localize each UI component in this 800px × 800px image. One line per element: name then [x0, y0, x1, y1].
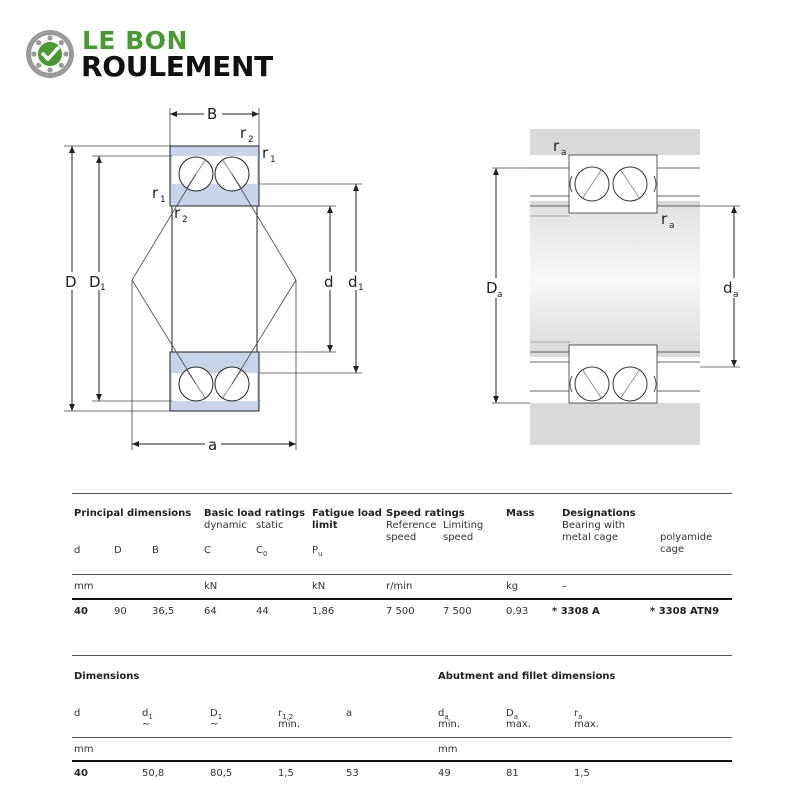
abutment-view [484, 129, 746, 445]
cell-ra: 1,5 [574, 768, 590, 779]
cell-desig-metal: * 3308 A [552, 606, 600, 617]
label-D1: D [89, 273, 101, 291]
label-r2-inner: r [174, 204, 181, 222]
label-d1: d [348, 273, 358, 291]
unit-mm-left: mm [74, 744, 94, 755]
note-ra: max. [574, 719, 599, 730]
sym-C0: $C_0$ [256, 545, 268, 558]
header-mass: Mass [506, 508, 535, 519]
label-Da: D [486, 279, 498, 297]
sym-D: D [114, 545, 122, 556]
label-r1-top-sub: 1 [270, 155, 276, 165]
sym-d: d [74, 708, 81, 719]
sub-polyamide-2: cage [660, 544, 685, 555]
header-fatigue-2: limit [312, 520, 338, 531]
cell-d1: 50,8 [142, 768, 165, 779]
unit-kg: kg [506, 581, 519, 592]
header-dimensions: Dimensions [74, 671, 140, 682]
cell-B: 36,5 [152, 606, 175, 617]
divider [72, 598, 732, 600]
sym-Pu: $P_u$ [312, 545, 323, 558]
sym-a: a [346, 708, 353, 719]
label-ra-side-sub: a [669, 221, 675, 231]
cell-r12: 1,5 [278, 768, 294, 779]
divider [72, 760, 732, 762]
sym-C: C [204, 545, 211, 556]
label-ra-top-sub: a [561, 148, 567, 158]
sub-static: static [256, 520, 284, 531]
label-ra-top: r [553, 137, 560, 155]
cell-Da: 81 [506, 768, 519, 779]
label-r2-inner-sub: 2 [182, 215, 188, 225]
note-d1: ~ [142, 719, 151, 730]
note-Da: max. [506, 719, 531, 730]
unit-kN-fatigue: kN [312, 581, 326, 592]
sub-limiting-1: Limiting [443, 520, 484, 531]
sub-bearing-2: metal cage [562, 532, 619, 543]
sym-d: d [74, 545, 81, 556]
sym-B: B [152, 545, 159, 556]
note-da: min. [438, 719, 461, 730]
brand-line-2: ROULEMENT [81, 50, 273, 83]
label-D: D [65, 273, 77, 291]
label-r2-top: r [240, 124, 247, 142]
sub-polyamide-1: polyamide [660, 532, 713, 543]
label-a: a [208, 436, 218, 454]
unit-mm: mm [74, 581, 94, 592]
unit-dash: – [562, 581, 567, 592]
sym-D1: $D_1$ [210, 708, 223, 721]
cell-D1: 80,5 [210, 768, 233, 779]
header-principal-dimensions: Principal dimensions [74, 508, 192, 519]
sub-reference-1: Reference [386, 520, 437, 531]
divider [72, 493, 732, 494]
unit-rmin: r/min [386, 581, 413, 592]
sub-dynamic: dynamic [204, 520, 247, 531]
label-da-sub: a [733, 290, 739, 300]
divider [72, 574, 732, 575]
brand-line-1: LE BON [82, 26, 188, 55]
label-D1-sub: 1 [100, 283, 106, 293]
header-designations: Designations [562, 508, 636, 519]
bearing-section-view [62, 104, 368, 454]
note-r12: min. [278, 719, 301, 730]
cell-lim-speed: 7 500 [443, 606, 472, 617]
cell-mass: 0,93 [506, 606, 529, 617]
cell-desig-poly: * 3308 ATN9 [650, 606, 720, 617]
cell-a: 53 [346, 768, 359, 779]
label-r2-top-sub: 2 [248, 135, 254, 145]
cell-da: 49 [438, 768, 451, 779]
header-fatigue-1: Fatigue load [312, 508, 382, 519]
label-r1-inner: r [152, 184, 159, 202]
label-Da-sub: a [497, 290, 503, 300]
unit-kN: kN [204, 581, 218, 592]
note-D1: ~ [210, 719, 219, 730]
label-ra-side: r [661, 210, 668, 228]
sub-bearing-1: Bearing with [562, 520, 626, 531]
header-basic-load: Basic load ratings [204, 508, 305, 519]
cell-d: 40 [74, 768, 88, 779]
sym-d1: $d_1$ [142, 708, 153, 721]
sym-r12: $r_{1,2}$ [278, 708, 294, 721]
sym-ra: $r_a$ [574, 708, 583, 721]
cell-Pu: 1,86 [312, 606, 335, 617]
label-r1-inner-sub: 1 [160, 195, 166, 205]
header-speed: Speed ratings [386, 508, 465, 519]
cell-d: 40 [74, 606, 88, 617]
label-B: B [207, 105, 218, 123]
cell-D: 90 [114, 606, 127, 617]
label-d: d [324, 273, 334, 291]
unit-mm-right: mm [438, 744, 458, 755]
sub-reference-2: speed [386, 532, 417, 543]
header-abutment: Abutment and fillet dimensions [438, 671, 616, 682]
sym-da: $d_a$ [438, 708, 449, 721]
sub-limiting-2: speed [443, 532, 474, 543]
label-da: d [723, 279, 733, 297]
divider [72, 655, 732, 656]
sym-Da: $D_a$ [506, 708, 518, 721]
cell-C: 64 [204, 606, 217, 617]
label-d1-sub: 1 [358, 283, 364, 293]
cell-ref-speed: 7 500 [386, 606, 415, 617]
cell-C0: 44 [256, 606, 269, 617]
label-r1-top: r [262, 144, 269, 162]
divider [72, 737, 732, 738]
